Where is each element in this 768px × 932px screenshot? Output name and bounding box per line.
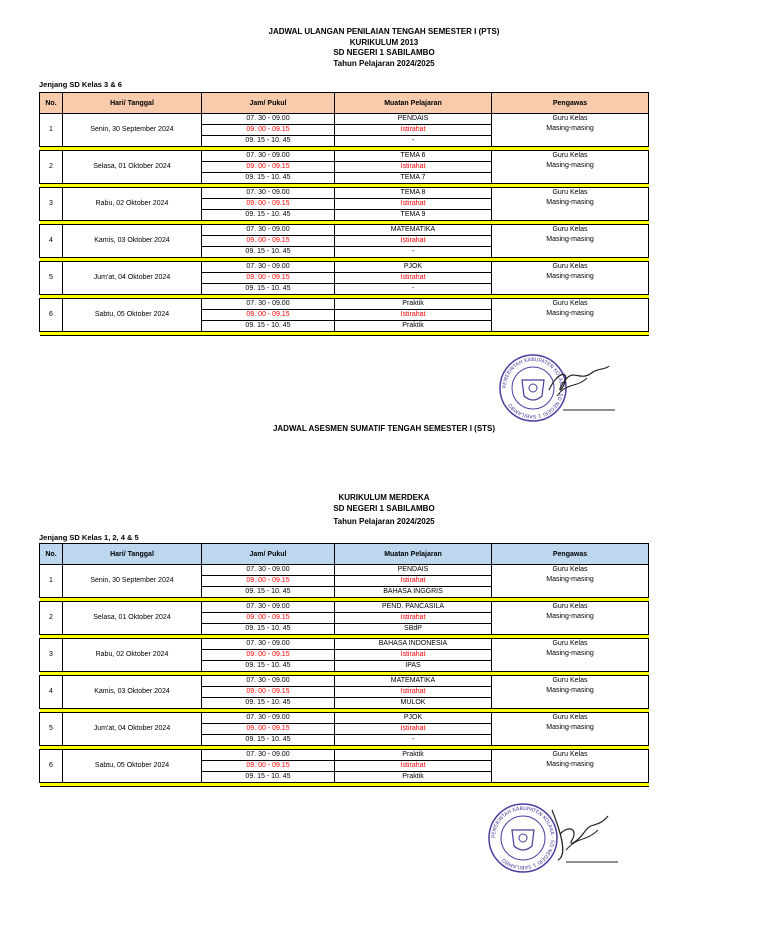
supervisor-line: Guru Kelas: [552, 751, 588, 758]
supervisor-line: Guru Kelas: [552, 566, 588, 573]
break-time: 09. 00 - 09.15: [202, 236, 335, 247]
supervisor: [492, 151, 649, 184]
break-time: 09. 00 - 09.15: [202, 199, 335, 210]
break-label: Istirahat: [335, 650, 492, 661]
supervisor: [492, 114, 649, 147]
session-time: 07. 30 - 09.00: [202, 299, 335, 310]
subject: SBdP: [335, 624, 492, 635]
supervisor: [492, 676, 649, 709]
supervisor-line: Masing-masing: [546, 199, 594, 206]
subject: MATEMATIKA: [335, 225, 492, 236]
break-time: 09. 00 - 09.15: [202, 687, 335, 698]
row-number: 1: [40, 114, 63, 147]
supervisor: [492, 602, 649, 635]
table-row: [40, 225, 649, 236]
exam-day: Kamis, 03 Oktober 2024: [63, 676, 202, 709]
subject: TEMA 9: [335, 210, 492, 221]
session-time: 09. 15 - 10. 45: [202, 587, 335, 598]
break-time: 09. 00 - 09.15: [202, 576, 335, 587]
session-time: 09. 15 - 10. 45: [202, 173, 335, 184]
exam-day: Kamis, 03 Oktober 2024: [63, 225, 202, 258]
break-time: 09. 00 - 09.15: [202, 613, 335, 624]
subject: BAHASA INDONESIA: [335, 639, 492, 650]
row-number: 2: [40, 151, 63, 184]
sts-year: Tahun Pelajaran 2024/2025: [333, 517, 435, 526]
subject: -: [335, 136, 492, 147]
pts-title: JADWAL ULANGAN PENILAIAN TENGAH SEMESTER I (PTS): [268, 27, 500, 36]
header-subject: Muatan Pelajaran: [335, 544, 492, 565]
break-label: Istirahat: [335, 761, 492, 772]
row-number: 1: [40, 565, 63, 598]
sts-header-row: [40, 544, 649, 565]
supervisor-line: Masing-masing: [546, 310, 594, 317]
supervisor-line: Masing-masing: [546, 576, 594, 583]
row-number: 6: [40, 750, 63, 783]
subject: PENDAIS: [335, 114, 492, 125]
supervisor: [492, 565, 649, 598]
session-time: 09. 15 - 10. 45: [202, 210, 335, 221]
header-day: Hari/ Tanggal: [63, 93, 202, 114]
header-day: Hari/ Tanggal: [63, 544, 202, 565]
table-row: [40, 713, 649, 724]
session-time: 07. 30 - 09.00: [202, 151, 335, 162]
supervisor-line: Guru Kelas: [552, 226, 588, 233]
session-time: 07. 30 - 09.00: [202, 602, 335, 613]
session-time: 09. 15 - 10. 45: [202, 284, 335, 295]
pts-year: Tahun Pelajaran 2024/2025: [333, 58, 435, 68]
break-time: 09. 00 - 09.15: [202, 310, 335, 321]
supervisor-line: Masing-masing: [546, 125, 594, 132]
pts-level: Jenjang SD Kelas 3 & 6: [39, 80, 122, 89]
break-label: Istirahat: [335, 724, 492, 735]
subject: BAHASA INGGRIS: [335, 587, 492, 598]
school-stamp-signature: [486, 800, 620, 876]
break-label: Istirahat: [335, 236, 492, 247]
row-number: 3: [40, 188, 63, 221]
subject: -: [335, 284, 492, 295]
exam-day: Jum'at, 04 Oktober 2024: [63, 262, 202, 295]
supervisor-line: Guru Kelas: [552, 152, 588, 159]
session-time: 07. 30 - 09.00: [202, 639, 335, 650]
break-time: 09. 00 - 09.15: [202, 273, 335, 284]
supervisor-line: Guru Kelas: [552, 189, 588, 196]
separator-bar: [40, 783, 649, 787]
supervisor: [492, 639, 649, 672]
header-supervisor: Pengawas: [492, 544, 649, 565]
supervisor-line: Guru Kelas: [552, 603, 588, 610]
supervisor: [492, 225, 649, 258]
break-label: Istirahat: [335, 613, 492, 624]
supervisor-line: Guru Kelas: [552, 263, 588, 270]
svg-text:PEMERINTAH KABUPATEN KOLAKA ·: [502, 357, 564, 419]
session-time: 07. 30 - 09.00: [202, 750, 335, 761]
header-time: Jam/ Pukul: [202, 93, 335, 114]
stamp-ring-text: PEMERINTAH KABUPATEN KOLAKA · SD NEGERI 1 SABILAMBO ·: [490, 805, 556, 871]
sts-school: SD NEGERI 1 SABILAMBO: [333, 503, 435, 513]
session-time: 09. 15 - 10. 45: [202, 661, 335, 672]
session-time: 07. 30 - 09.00: [202, 114, 335, 125]
session-time: 09. 15 - 10. 45: [202, 136, 335, 147]
subject: TEMA 6: [335, 151, 492, 162]
session-time: 07. 30 - 09.00: [202, 565, 335, 576]
subject: Praktik: [335, 772, 492, 783]
supervisor-line: Masing-masing: [546, 761, 594, 768]
supervisor-line: Masing-masing: [546, 724, 594, 731]
supervisor-line: Masing-masing: [546, 236, 594, 243]
subject: TEMA 8: [335, 188, 492, 199]
header-no: No.: [40, 93, 63, 114]
stamp-ring-text: PEMERINTAH KABUPATEN KOLAKA · SD NEGERI 1 SABILAMBO ·: [501, 356, 565, 420]
supervisor-line: Guru Kelas: [552, 300, 588, 307]
supervisor: [492, 188, 649, 221]
subject: -: [335, 247, 492, 258]
break-time: 09. 00 - 09.15: [202, 724, 335, 735]
break-label: Istirahat: [335, 310, 492, 321]
header-time: Jam/ Pukul: [202, 544, 335, 565]
exam-day: Rabu, 02 Oktober 2024: [63, 188, 202, 221]
pts-school: SD NEGERI 1 SABILAMBO: [333, 48, 435, 57]
sts-level: Jenjang SD Kelas 1, 2, 4 & 5: [39, 533, 139, 542]
session-time: 09. 15 - 10. 45: [202, 698, 335, 709]
sts-title: JADWAL ASESMEN SUMATIF TENGAH SEMESTER I (STS): [272, 424, 496, 433]
session-time: 09. 15 - 10. 45: [202, 772, 335, 783]
table-row: [40, 151, 649, 162]
separator-bar: [40, 332, 649, 336]
exam-day: Sabtu, 05 Oktober 2024: [63, 750, 202, 783]
break-label: Istirahat: [335, 273, 492, 284]
break-time: 09. 00 - 09.15: [202, 650, 335, 661]
stamp-seal-icon: [497, 352, 617, 424]
table-row: [40, 750, 649, 761]
row-number: 6: [40, 299, 63, 332]
subject: -: [335, 735, 492, 746]
sts-table-body: [40, 565, 649, 787]
session-time: 09. 15 - 10. 45: [202, 321, 335, 332]
table-row: [40, 676, 649, 687]
subject: TEMA 7: [335, 173, 492, 184]
stamp-seal-icon: [486, 800, 620, 876]
row-number: 4: [40, 225, 63, 258]
subject: Praktik: [335, 321, 492, 332]
session-time: 07. 30 - 09.00: [202, 225, 335, 236]
break-label: Istirahat: [335, 576, 492, 587]
supervisor: [492, 262, 649, 295]
break-time: 09. 00 - 09.15: [202, 761, 335, 772]
subject: PJOK: [335, 262, 492, 273]
subject: MATEMATIKA: [335, 676, 492, 687]
supervisor-line: Guru Kelas: [552, 714, 588, 721]
table-row: [40, 299, 649, 310]
exam-day: Sabtu, 05 Oktober 2024: [63, 299, 202, 332]
supervisor-line: Guru Kelas: [552, 677, 588, 684]
exam-day: Senin, 30 September 2024: [63, 114, 202, 147]
subject: Praktik: [335, 750, 492, 761]
row-separator: [40, 332, 649, 336]
row-number: 5: [40, 262, 63, 295]
pts-table-body: [40, 114, 649, 336]
subject: IPAS: [335, 661, 492, 672]
supervisor: [492, 299, 649, 332]
subject: PEND. PANCASILA: [335, 602, 492, 613]
header-no: No.: [40, 544, 63, 565]
pts-schedule-table: [39, 92, 649, 336]
subject: PJOK: [335, 713, 492, 724]
break-label: Istirahat: [335, 162, 492, 173]
subject: Praktik: [335, 299, 492, 310]
supervisor-line: Guru Kelas: [552, 640, 588, 647]
session-time: 07. 30 - 09.00: [202, 262, 335, 273]
sts-heading: [0, 493, 768, 528]
subject: PENDAIS: [335, 565, 492, 576]
session-time: 09. 15 - 10. 45: [202, 624, 335, 635]
row-number: 5: [40, 713, 63, 746]
pts-curriculum: KURIKULUM 2013: [349, 37, 419, 47]
row-number: 2: [40, 602, 63, 635]
pts-header-row: [40, 93, 649, 114]
header-subject: Muatan Pelajaran: [335, 93, 492, 114]
table-row: [40, 188, 649, 199]
sts-curriculum: KURIKULUM MERDEKA: [338, 493, 430, 502]
pts-heading: [0, 27, 768, 69]
session-time: 07. 30 - 09.00: [202, 676, 335, 687]
supervisor-line: Masing-masing: [546, 687, 594, 694]
session-time: 09. 15 - 10. 45: [202, 735, 335, 746]
break-label: Istirahat: [335, 125, 492, 136]
exam-day: Selasa, 01 Oktober 2024: [63, 151, 202, 184]
header-supervisor: Pengawas: [492, 93, 649, 114]
exam-day: Rabu, 02 Oktober 2024: [63, 639, 202, 672]
session-time: 09. 15 - 10. 45: [202, 247, 335, 258]
supervisor-line: Masing-masing: [546, 613, 594, 620]
supervisor-line: Masing-masing: [546, 273, 594, 280]
break-label: Istirahat: [335, 687, 492, 698]
table-row: [40, 262, 649, 273]
subject: MULOK: [335, 698, 492, 709]
supervisor-line: Guru Kelas: [552, 115, 588, 122]
supervisor-line: Masing-masing: [546, 650, 594, 657]
supervisor-line: Masing-masing: [546, 162, 594, 169]
supervisor: [492, 750, 649, 783]
break-time: 09. 00 - 09.15: [202, 162, 335, 173]
exam-day: Jum'at, 04 Oktober 2024: [63, 713, 202, 746]
school-stamp-signature: [497, 352, 617, 424]
break-label: Istirahat: [335, 199, 492, 210]
supervisor: [492, 713, 649, 746]
table-row: [40, 639, 649, 650]
session-time: 07. 30 - 09.00: [202, 188, 335, 199]
row-number: 3: [40, 639, 63, 672]
row-number: 4: [40, 676, 63, 709]
table-row: [40, 602, 649, 613]
row-separator: [40, 783, 649, 787]
break-time: 09. 00 - 09.15: [202, 125, 335, 136]
table-row: [40, 565, 649, 576]
sts-schedule-table: [39, 543, 649, 787]
exam-day: Selasa, 01 Oktober 2024: [63, 602, 202, 635]
table-row: [40, 114, 649, 125]
exam-day: Senin, 30 September 2024: [63, 565, 202, 598]
session-time: 07. 30 - 09.00: [202, 713, 335, 724]
